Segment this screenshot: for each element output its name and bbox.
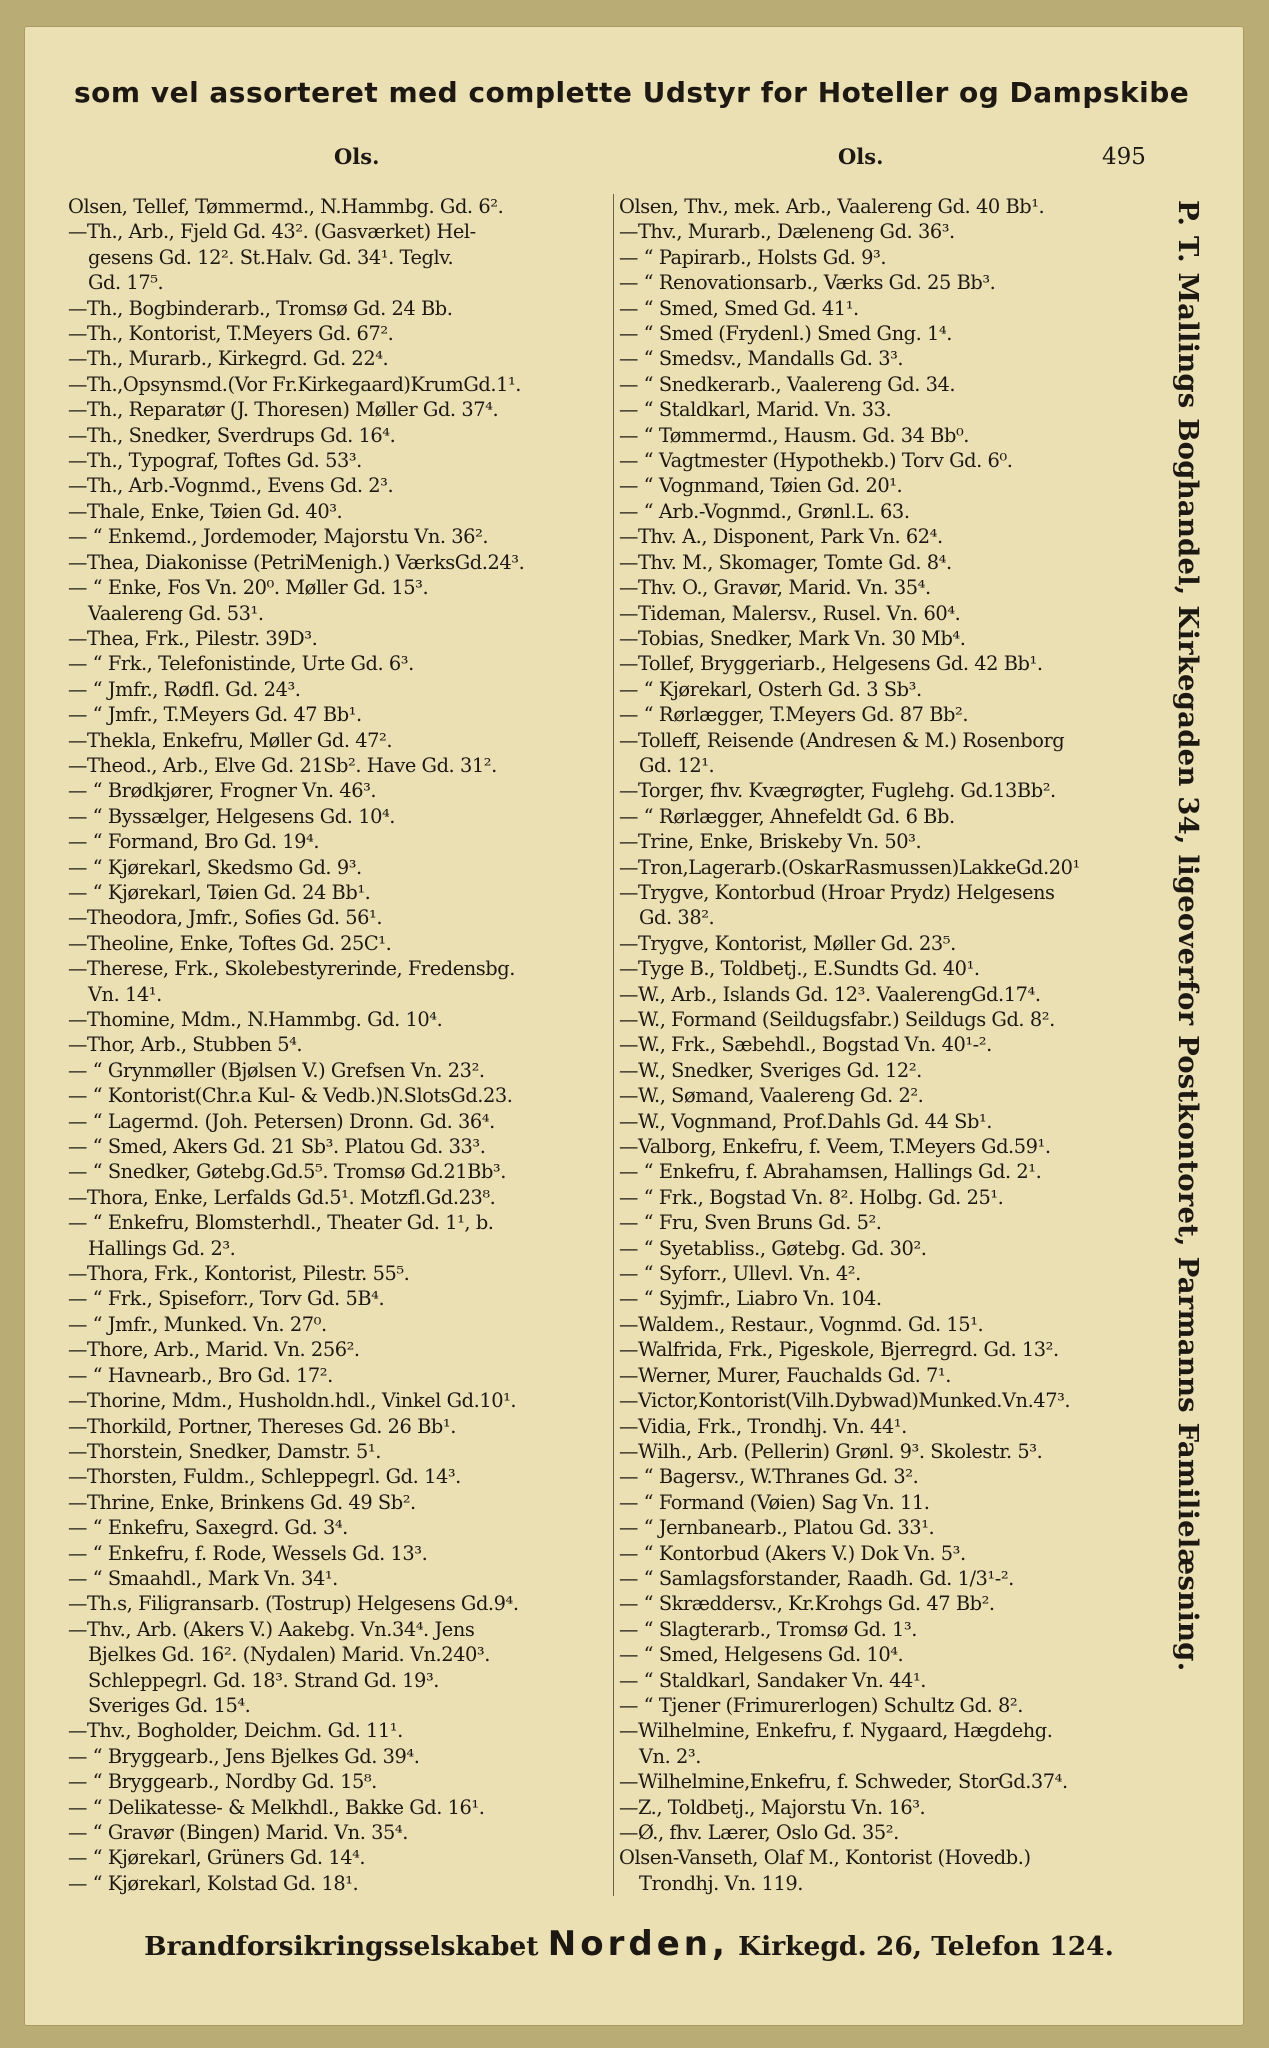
directory-entry-line: — “ Samlagsforstander, Raadh. Gd. 1/3¹-². — [619, 1566, 1014, 1590]
directory-entry-line: —W., Arb., Islands Gd. 12³. VaalerengGd.17⁴. — [619, 982, 1041, 1006]
directory-entry-line: — “ Jernbanearb., Platou Gd. 33¹. — [619, 1516, 935, 1540]
directory-entry-line: —Thale, Enke, Tøien Gd. 40³. — [68, 499, 343, 523]
directory-entry-line: —Thora, Frk., Kontorist, Pilestr. 55⁵. — [68, 1262, 410, 1286]
directory-entry-line: Trondhj. Vn. 119. — [639, 1871, 803, 1895]
directory-entry-line: Vn. 2³. — [639, 1744, 701, 1768]
directory-entry-line: —Th., Reparatør (J. Thoresen) Møller Gd. 37⁴. — [68, 398, 499, 422]
directory-entry-line: —Thorine, Mdm., Husholdn.hdl., Vinkel Gd.10¹. — [68, 1389, 517, 1413]
directory-entry-line: — “ Syforr., Ullevl. Vn. 4². — [619, 1262, 861, 1286]
bottom-advertisement-banner — [74, 1924, 1184, 1964]
directory-entry-line: —Thorkild, Portner, Thereses Gd. 26 Bb¹. — [68, 1414, 456, 1438]
directory-entry-line: —Trine, Enke, Briskeby Vn. 50³. — [619, 830, 922, 854]
directory-entry-line: —Wilhelmine, Enkefru, f. Nygaard, Hægdehg. — [619, 1719, 1053, 1743]
directory-entry-line: — “ Kjørekarl, Grüners Gd. 14⁴. — [68, 1846, 366, 1870]
directory-entry-line: — “ Smaahdl., Mark Vn. 34¹. — [68, 1566, 338, 1590]
directory-entry-line: — “ Kjørekarl, Kolstad Gd. 18¹. — [68, 1871, 359, 1895]
directory-entry-line: — “ Bryggearb., Jens Bjelkes Gd. 39⁴. — [68, 1744, 420, 1768]
directory-entry-line: —W., Frk., Sæbehdl., Bogstad Vn. 40¹-². — [619, 1033, 992, 1057]
directory-entry-line: —Tron,Lagerarb.(OskarRasmussen)LakkeGd.20¹ — [619, 855, 1080, 879]
directory-entry-line: — “ Grynmøller (Bjølsen V.) Grefsen Vn. 23². — [68, 1058, 485, 1082]
directory-entry-line: — “ Snedker, Gøtebg.Gd.5⁵. Tromsø Gd.21Bb³. — [68, 1160, 506, 1184]
directory-entry-line: —Theod., Arb., Elve Gd. 21Sb². Have Gd. 31². — [68, 753, 497, 777]
footer-prefix: Brandforsikringsselskabet — [144, 1931, 539, 1962]
side-advertisement — [1152, 200, 1224, 1780]
left-directory-column — [68, 194, 611, 1896]
directory-entry-line: — “ Arb.-Vognmd., Grønl.L. 63. — [619, 499, 910, 523]
directory-entry-line: — “ Smed, Akers Gd. 21 Sb³. Platou Gd. 33³. — [68, 1135, 486, 1159]
directory-entry-line: —Trygve, Kontorist, Møller Gd. 23⁵. — [619, 931, 956, 955]
directory-entry-line: — “ Staldkarl, Sandaker Vn. 44¹. — [619, 1668, 926, 1692]
directory-entry-line: Olsen-Vanseth, Olaf M., Kontorist (Hovedb.) — [619, 1846, 1031, 1870]
directory-entry-line: Vn. 14¹. — [88, 982, 162, 1006]
directory-entry-line: —Th.s, Filigransarb. (Tostrup) Helgesens Gd.9⁴. — [68, 1592, 519, 1616]
directory-entry-line: Hallings Gd. 2³. — [88, 1236, 236, 1260]
directory-entry-line: — “ Enkefru, f. Abrahamsen, Hallings Gd. 2¹. — [619, 1160, 1042, 1184]
directory-entry-line: Schleppegrl. Gd. 18³. Strand Gd. 19³. — [88, 1668, 439, 1692]
directory-entry-line: —Victor,Kontorist(Vilh.Dybwad)Munked.Vn.47³. — [619, 1389, 1071, 1413]
side-advertisement-text: P. T. Mallings Boghandel, Kirkegaden 34, ligeoverfor Postkontoret, Parmanns Familielæsning. — [1172, 200, 1204, 1672]
directory-entry-line: —Therese, Frk., Skolebestyrerinde, Fredensbg. — [68, 957, 515, 981]
directory-entry-line: — “ Enke, Fos Vn. 20⁰. Møller Gd. 15³. — [68, 576, 429, 600]
directory-entry-line: —Waldem., Restaur., Vognmd. Gd. 15¹. — [619, 1312, 984, 1336]
directory-entry-line: — “ Kontorbud (Akers V.) Dok Vn. 5³. — [619, 1541, 966, 1565]
directory-entry-line: —Th., Snedker, Sverdrups Gd. 16⁴. — [68, 423, 396, 447]
directory-entry-line: —Thv. M., Skomager, Tomte Gd. 8⁴. — [619, 550, 952, 574]
directory-entry-line: — “ Brødkjører, Frogner Vn. 46³. — [68, 779, 377, 803]
directory-entry-line: —W., Sømand, Vaalereng Gd. 2². — [619, 1084, 924, 1108]
directory-entry-line: Gd. 17⁵. — [88, 271, 164, 295]
directory-entry-line: — “ Smed, Helgesens Gd. 10⁴. — [619, 1643, 904, 1667]
directory-entry-line: — “ Smed (Frydenl.) Smed Gng. 1⁴. — [619, 322, 952, 346]
directory-entry-line: — “ Kjørekarl, Tøien Gd. 24 Bb¹. — [68, 880, 371, 904]
right-directory-column — [613, 194, 1160, 1896]
left-column-heading: Ols. — [334, 144, 380, 169]
directory-entry-line: Olsen, Thv., mek. Arb., Vaalereng Gd. 40 Bb¹. — [619, 195, 1045, 218]
directory-entry-line: — “ Syjmfr., Liabro Vn. 104. — [619, 1287, 882, 1311]
directory-entry-line: — “ Jmfr., T.Meyers Gd. 47 Bb¹. — [68, 703, 362, 727]
directory-entry-line: — “ Havnearb., Bro Gd. 17². — [68, 1363, 333, 1387]
directory-entry-line: —Tolleff, Reisende (Andresen & M.) Rosenborg — [619, 728, 1065, 752]
directory-entry-line: —Valborg, Enkefru, f. Veem, T.Meyers Gd.59¹. — [619, 1135, 1051, 1159]
directory-entry-line: —Torger, fhv. Kvægrøgter, Fuglehg. Gd.13Bb². — [619, 779, 1056, 803]
directory-entry-line: — “ Snedkerarb., Vaalereng Gd. 34. — [619, 372, 956, 396]
directory-entry-line: — “ Syetabliss., Gøtebg. Gd. 30². — [619, 1236, 927, 1260]
directory-entry-line: —Tideman, Malersv., Rusel. Vn. 60⁴. — [619, 601, 961, 625]
directory-entry-line: —Vidia, Frk., Trondhj. Vn. 44¹. — [619, 1414, 907, 1438]
directory-entry-line: — “ Staldkarl, Marid. Vn. 33. — [619, 398, 892, 422]
directory-entry-line: —Z., Toldbetj., Majorstu Vn. 16³. — [619, 1795, 926, 1819]
directory-entry-line: —Thore, Arb., Marid. Vn. 256². — [68, 1338, 360, 1362]
directory-entry-line: —W., Snedker, Sveriges Gd. 12². — [619, 1058, 922, 1082]
directory-entry-line: — “ Slagterarb., Tromsø Gd. 1³. — [619, 1617, 917, 1641]
directory-entry-line: —Tobias, Snedker, Mark Vn. 30 Mb⁴. — [619, 626, 966, 650]
directory-entry-line: — “ Bagersv., W.Thranes Gd. 3². — [619, 1465, 919, 1489]
directory-entry-line: —Th., Bogbinderarb., Tromsø Gd. 24 Bb. — [68, 296, 453, 320]
directory-entry-line: — “ Vagtmester (Hypothekb.) Torv Gd. 6⁰. — [619, 449, 1013, 473]
directory-entry-line: —Thea, Diakonisse (PetriMenigh.) VærksGd.24³. — [68, 550, 525, 574]
directory-entry-line: — “ Jmfr., Munked. Vn. 27⁰. — [68, 1312, 327, 1336]
directory-entry-line: —Theoline, Enke, Toftes Gd. 25C¹. — [68, 931, 392, 955]
directory-entry-line: — “ Gravør (Bingen) Marid. Vn. 35⁴. — [68, 1821, 408, 1844]
directory-entry-line: —Th.,Opsynsmd.(Vor Fr.Kirkegaard)KrumGd.1¹. — [68, 372, 521, 396]
directory-entry-line: —Thv., Murarb., Dæleneng Gd. 36³. — [619, 220, 955, 244]
directory-entry-line: —Th., Arb.-Vognmd., Evens Gd. 2³. — [68, 474, 394, 498]
directory-entry-line: —Thv. O., Gravør, Marid. Vn. 35⁴. — [619, 576, 931, 600]
directory-entry-line: —Thorsten, Fuldm., Schleppegrl. Gd. 14³. — [68, 1465, 461, 1489]
directory-entry-line: —Wilh., Arb. (Pellerin) Grønl. 9³. Skolestr. 5³. — [619, 1439, 1043, 1463]
directory-entry-line: — “ Fru, Sven Bruns Gd. 5². — [619, 1211, 882, 1235]
directory-entry-line: — “ Enkemd., Jordemoder, Majorstu Vn. 36². — [68, 525, 489, 549]
directory-entry-line: — “ Tømmermd., Hausm. Gd. 34 Bb⁰. — [619, 423, 969, 447]
directory-entry-line: — “ Frk., Spiseforr., Torv Gd. 5B⁴. — [68, 1287, 385, 1311]
directory-entry-line: —Th., Typograf, Toftes Gd. 53³. — [68, 449, 362, 473]
directory-entry-line: Bjelkes Gd. 16². (Nydalen) Marid. Vn.240³. — [88, 1643, 490, 1667]
directory-entry-line: — “ Bryggearb., Nordby Gd. 15⁸. — [68, 1770, 377, 1794]
directory-entry-line: — “ Frk., Telefonistinde, Urte Gd. 6³. — [68, 652, 414, 676]
directory-entry-line: — “ Smed, Smed Gd. 41¹. — [619, 296, 859, 320]
directory-entry-line: —Thomine, Mdm., N.Hammbg. Gd. 10⁴. — [68, 1008, 443, 1031]
directory-entry-line: —Thekla, Enkefru, Møller Gd. 47². — [68, 728, 393, 752]
directory-entry-line: —Thorstein, Snedker, Damstr. 5¹. — [68, 1439, 381, 1463]
directory-entry-line: — “ Enkefru, Saxegrd. Gd. 3⁴. — [68, 1516, 348, 1540]
directory-entry-line: —Tollef, Bryggeriarb., Helgesens Gd. 42 Bb¹. — [619, 652, 1043, 676]
directory-entry-line: —Wilhelmine,Enkefru, f. Schweder, StorGd.37⁴. — [619, 1770, 1068, 1794]
directory-entry-line: — “ Formand, Bro Gd. 19⁴. — [68, 830, 320, 854]
directory-entry-line: —W., Vognmand, Prof.Dahls Gd. 44 Sb¹. — [619, 1109, 992, 1133]
directory-entry-line: —Thv. A., Disponent, Park Vn. 62⁴. — [619, 525, 943, 549]
directory-entry-line: — “ Delikatesse- & Melkhdl., Bakke Gd. 16¹. — [68, 1795, 485, 1819]
directory-entry-line: —Thea, Frk., Pilestr. 39D³. — [68, 626, 318, 650]
directory-entry-line: —Thor, Arb., Stubben 5⁴. — [68, 1033, 303, 1057]
directory-entry-line: — “ Rørlægger, Ahnefeldt Gd. 6 Bb. — [619, 804, 955, 828]
footer-brand-name: Norden, — [547, 1924, 729, 1964]
directory-entry-line: —Thrine, Enke, Brinkens Gd. 49 Sb². — [68, 1490, 416, 1514]
directory-entry-line: —Trygve, Kontorbud (Hroar Prydz) Helgesens — [619, 880, 1055, 904]
directory-entry-line: — “ Jmfr., Rødfl. Gd. 24³. — [68, 677, 301, 701]
directory-entry-line: Gd. 38². — [639, 906, 715, 930]
footer-suffix: Kirkegd. 26, Telefon 124. — [738, 1931, 1114, 1962]
directory-entry-line: — “ Kjørekarl, Osterh Gd. 3 Sb³. — [619, 677, 922, 701]
directory-entry-line: —Theodora, Jmfr., Sofies Gd. 56¹. — [68, 906, 383, 930]
directory-entry-line: — “ Byssælger, Helgesens Gd. 10⁴. — [68, 804, 396, 828]
page-number: 495 — [1102, 144, 1146, 170]
directory-entry-line: —Walfrida, Frk., Pigeskole, Bjerregrd. Gd. 13². — [619, 1338, 1059, 1362]
directory-page — [24, 26, 1244, 2026]
directory-entry-line: Vaalereng Gd. 53¹. — [88, 601, 264, 625]
directory-entry-line: — “ Kontorist(Chr.a Kul- & Vedb.)N.SlotsGd.23. — [68, 1084, 513, 1108]
directory-entry-line: — “ Kjørekarl, Skedsmo Gd. 9³. — [68, 855, 362, 879]
directory-entry-line: —Th., Murarb., Kirkegrd. Gd. 22⁴. — [68, 347, 389, 371]
directory-entry-line: — “ Tjener (Frimurerlogen) Schultz Gd. 8². — [619, 1693, 1023, 1717]
directory-entry-line: — “ Rørlægger, T.Meyers Gd. 87 Bb². — [619, 703, 969, 727]
directory-entry-line: Gd. 12¹. — [639, 753, 715, 777]
directory-entry-line: — “ Formand (Vøien) Sag Vn. 11. — [619, 1490, 930, 1514]
directory-entry-line: —Thv., Bogholder, Deichm. Gd. 11¹. — [68, 1719, 403, 1743]
right-column-heading: Ols. — [838, 144, 884, 169]
directory-entry-line: — “ Enkefru, f. Rode, Wessels Gd. 13³. — [68, 1541, 428, 1565]
directory-entry-line: — “ Lagermd. (Joh. Petersen) Dronn. Gd. 36⁴. — [68, 1109, 495, 1133]
directory-entry-line: — “ Skræddersv., Kr.Krohgs Gd. 47 Bb². — [619, 1592, 995, 1616]
directory-entry-line: —W., Formand (Seildugsfabr.) Seildugs Gd. 8². — [619, 1008, 1055, 1031]
directory-entry-line: — “ Vognmand, Tøien Gd. 20¹. — [619, 474, 903, 498]
directory-entry-line: Sveriges Gd. 15⁴. — [88, 1693, 251, 1717]
directory-entry-line: — “ Renovationsarb., Værks Gd. 25 Bb³. — [619, 271, 996, 295]
top-advertisement-banner: som vel assorteret med complette Udstyr for Hoteller og Dampskibe — [74, 76, 1190, 109]
directory-entry-line: —Werner, Murer, Fauchalds Gd. 7¹. — [619, 1363, 951, 1387]
directory-entry-line: —Th., Arb., Fjeld Gd. 43². (Gasværket) Hel- — [68, 220, 476, 244]
directory-entry-line: —Thv., Arb. (Akers V.) Aakebg. Vn.34⁴. Jens — [68, 1617, 475, 1641]
directory-entry-line: — “ Smedsv., Mandalls Gd. 3³. — [619, 347, 904, 371]
directory-entry-line: — “ Papirarb., Holsts Gd. 9³. — [619, 245, 887, 269]
directory-entry-line: —Tyge B., Toldbetj., E.Sundts Gd. 40¹. — [619, 957, 980, 981]
directory-entry-line: —Ø., fhv. Lærer, Oslo Gd. 35². — [619, 1821, 899, 1844]
directory-entry-line: Olsen, Tellef, Tømmermd., N.Hammbg. Gd. 6². — [68, 195, 504, 218]
directory-entry-line: — “ Frk., Bogstad Vn. 8². Holbg. Gd. 25¹. — [619, 1185, 1004, 1209]
directory-entry-line: gesens Gd. 12². St.Halv. Gd. 34¹. Teglv. — [88, 245, 454, 269]
directory-entry-line: —Th., Kontorist, T.Meyers Gd. 67². — [68, 322, 394, 346]
directory-entry-line: —Thora, Enke, Lerfalds Gd.5¹. Motzfl.Gd.23⁸. — [68, 1185, 496, 1209]
directory-entry-line: — “ Enkefru, Blomsterhdl., Theater Gd. 1¹, b. — [68, 1211, 494, 1235]
